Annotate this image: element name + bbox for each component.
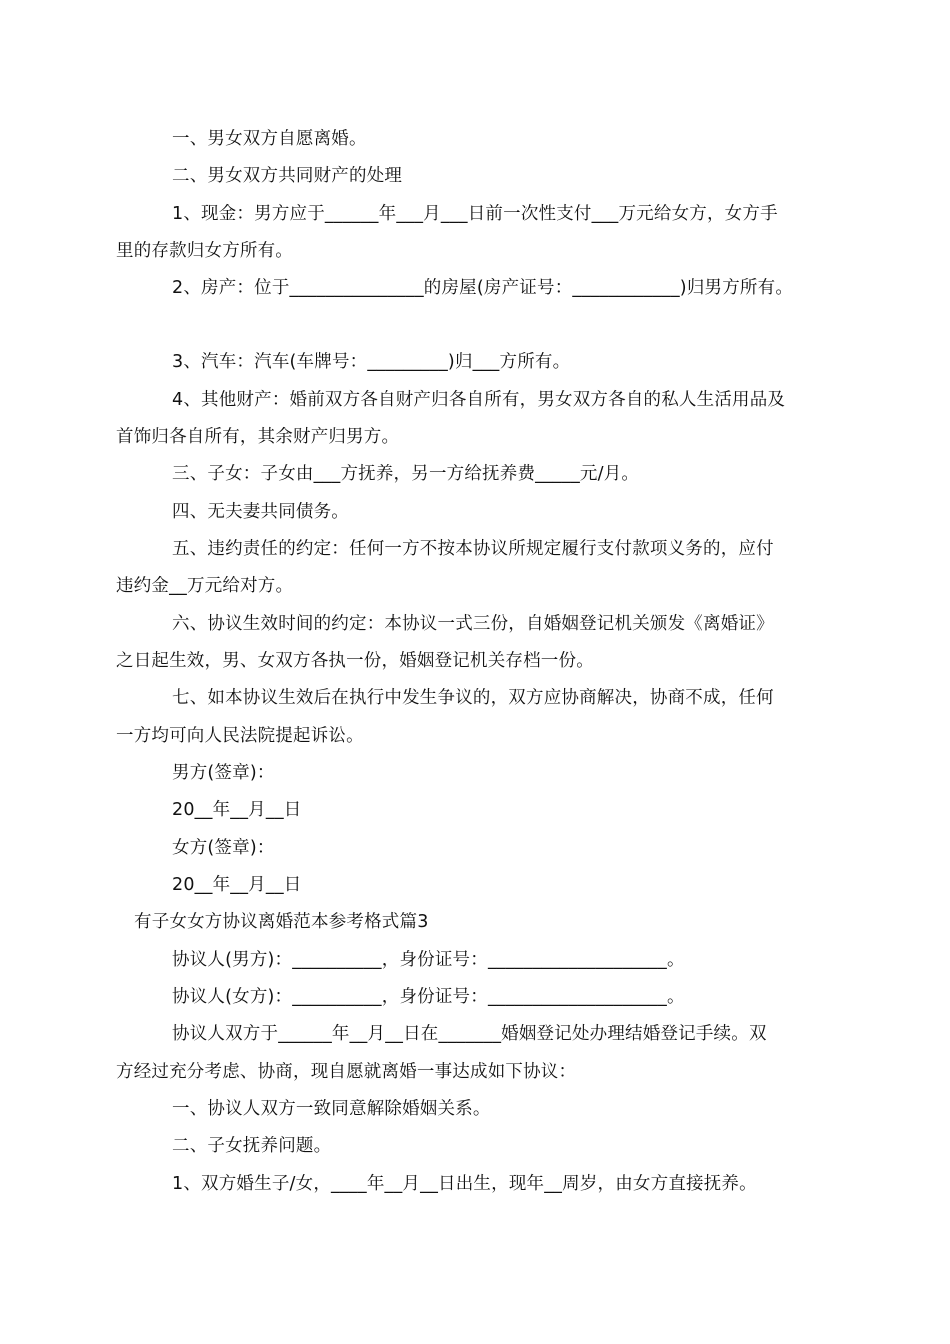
- property-other-line-2: 首饰归各自所有，其余财产归男方。: [116, 427, 400, 447]
- clause-7-dispute-line-1: 七、如本协议生效后在执行中发生争议的，双方应协商解决，协商不成，任何: [172, 688, 774, 708]
- clause-5-liability-line-2: 违约金__万元给对方。: [116, 576, 294, 596]
- agreement-clause-2: 二、子女抚养问题。: [172, 1136, 332, 1156]
- property-car: 3、汽车：汽车(车牌号：_________)归___方所有。: [172, 352, 571, 372]
- party-female: 协议人(女方)：__________，身份证号：____________________。: [172, 987, 685, 1007]
- property-house: 2、房产：位于_______________的房屋(房产证号：____________)归男方所有。: [172, 278, 794, 298]
- signature-female: 女方(签章)：: [172, 838, 275, 858]
- clause-1-divorce: 一、男女双方自愿离婚。: [172, 129, 367, 149]
- property-cash-line-2: 里的存款归女方所有。: [116, 241, 293, 261]
- clause-5-liability-line-1: 五、违约责任的约定：任何一方不按本协议所规定履行支付款项义务的，应付: [172, 539, 774, 559]
- clause-3-children: 三、子女：子女由___方抚养，另一方给抚养费_____元/月。: [172, 464, 640, 484]
- party-male: 协议人(男方)：__________，身份证号：____________________。: [172, 950, 685, 970]
- marriage-registration-line-1: 协议人双方于______年__月__日在_______婚姻登记处办理结婚登记手续。双: [172, 1024, 767, 1044]
- clause-7-dispute-line-2: 一方均可向人民法院提起诉讼。: [116, 726, 364, 746]
- clause-6-effective-line-2: 之日起生效，男、女双方各执一份，婚姻登记机关存档一份。: [116, 651, 594, 671]
- date-male: 20__年__月__日: [172, 800, 302, 820]
- date-female: 20__年__月__日: [172, 875, 302, 895]
- agreement-clause-1: 一、协议人双方一致同意解除婚姻关系。: [172, 1099, 491, 1119]
- clause-4-debt: 四、无夫妻共同债务。: [172, 502, 349, 522]
- child-custody: 1、双方婚生子/女，____年__月__日出生，现年__周岁，由女方直接抚养。: [172, 1174, 757, 1194]
- section-title: 有子女女方协议离婚范本参考格式篇3: [134, 912, 429, 932]
- signature-male: 男方(签章)：: [172, 763, 275, 783]
- property-cash-line-1: 1、现金：男方应于______年___月___日前一次性支付___万元给女方，女方手: [172, 204, 778, 224]
- marriage-registration-line-2: 方经过充分考虑、协商，现自愿就离婚一事达成如下协议：: [116, 1062, 577, 1082]
- clause-2-property-heading: 二、男女双方共同财产的处理: [172, 166, 403, 186]
- clause-6-effective-line-1: 六、协议生效时间的约定：本协议一式三份，自婚姻登记机关颁发《离婚证》: [172, 614, 774, 634]
- property-other-line-1: 4、其他财产：婚前双方各自财产归各自所有，男女双方各自的私人生活用品及: [172, 390, 786, 410]
